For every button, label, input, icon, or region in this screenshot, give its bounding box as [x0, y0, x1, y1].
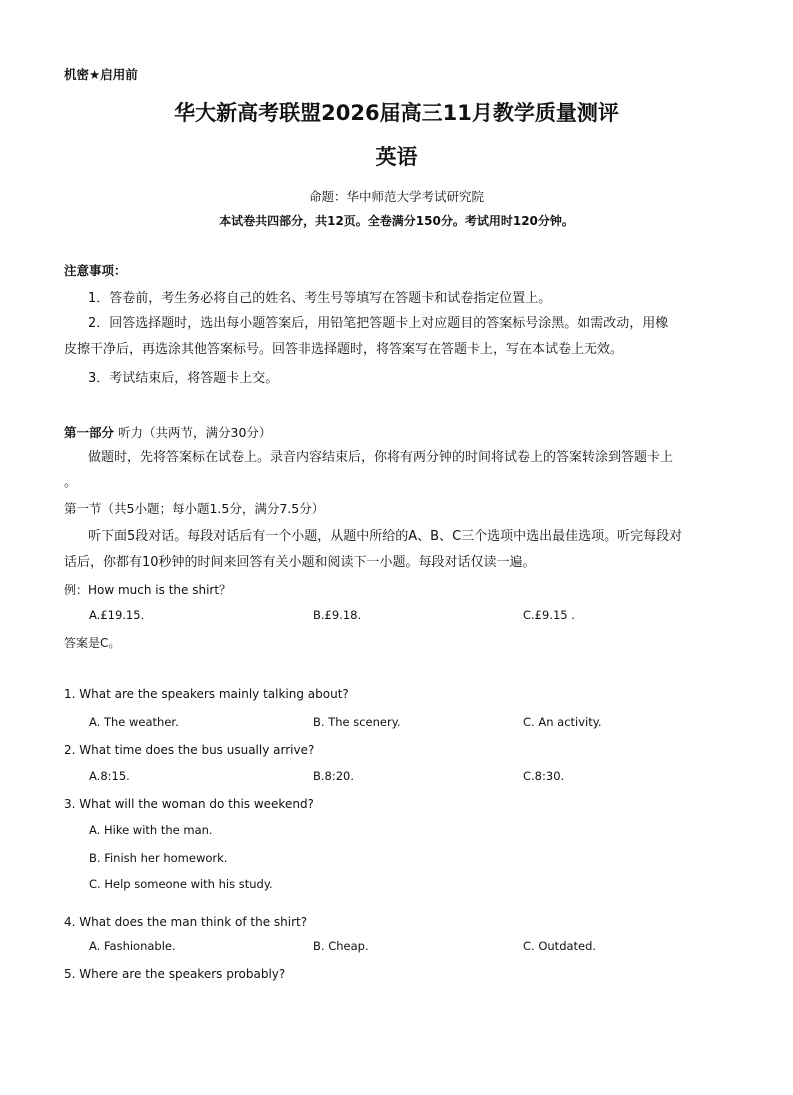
notice-item-2-line-1: 2．回答选择题时，选出每小题答案后，用铅笔把答题卡上对应题目的答案标号涂黑。如需改动，用橡: [88, 316, 669, 331]
example-option-b: B.£9.18.: [313, 608, 362, 622]
question-1-option-b: B. The scenery.: [313, 715, 401, 729]
question-1-option-a: A. The weather.: [89, 715, 179, 729]
question-2-option-a: A.8:15.: [89, 769, 130, 783]
exam-author: 命题：华中师范大学考试研究院: [308, 189, 484, 204]
section1-instruction-line-2: 话后，你都有10秒钟的时间来回答有关小题和阅读下一小题。每段对话仅读一遍。: [64, 555, 536, 570]
question-3: 3. What will the woman do this weekend?: [64, 797, 314, 811]
question-4-option-a: A. Fashionable.: [89, 939, 176, 953]
question-1-option-c: C. An activity.: [523, 715, 602, 729]
part1-heading-bold: 第一部分: [64, 425, 115, 440]
exam-info: 本试卷共四部分，共12页。全卷满分150分。考试用时120分钟。: [219, 214, 574, 228]
confidential-label: 机密★启用前: [64, 67, 138, 82]
example-question: 例：How much is the shirt？: [64, 583, 232, 597]
example-option-a: A.£19.15.: [89, 608, 145, 622]
question-2-option-c: C.8:30.: [523, 769, 565, 783]
section1-instruction-line-1: 听下面5段对话。每段对话后有一个小题，从题中所给的A、B、C三个选项中选出最佳选项。听完每段对: [88, 529, 683, 544]
notice-item-2-line-2: 皮擦干净后，再选涂其他答案标号。回答非选择题时，将答案写在答题卡上，写在本试卷上无效。: [64, 342, 624, 357]
question-4-option-b: B. Cheap.: [313, 939, 369, 953]
section1-heading: 第一节（共5小题；每小题1.5分，满分7.5分）: [64, 501, 325, 516]
question-1: 1. What are the speakers mainly talking about?: [64, 687, 349, 701]
question-3-option-b: B. Finish her homework.: [89, 851, 228, 865]
subject-title: 英语: [375, 145, 418, 169]
question-4-option-c: C. Outdated.: [523, 939, 597, 953]
notice-heading: 注意事项：: [64, 263, 127, 278]
part1-instruction-line-2: 。: [64, 475, 78, 490]
question-3-option-a: A. Hike with the man.: [89, 823, 213, 837]
question-2: 2. What time does the bus usually arrive?: [64, 743, 315, 757]
question-4: 4. What does the man think of the shirt?: [64, 915, 308, 929]
part1-instruction-line-1: 做题时，先将答案标在试卷上。录音内容结束后，你将有两分钟的时间将试卷上的答案转涂到答题卡上: [88, 450, 674, 465]
notice-item-1: 1．答卷前，考生务必将自己的姓名、考生号等填写在答题卡和试卷指定位置上。: [88, 291, 552, 306]
part1-heading: [64, 423, 271, 441]
question-5: 5. Where are the speakers probably?: [64, 967, 286, 981]
example-answer: 答案是C。: [64, 636, 121, 650]
question-3-option-c: C. Help someone with his study.: [89, 877, 273, 891]
part1-heading-rest: 听力（共两节，满分30分）: [114, 425, 272, 440]
notice-item-3: 3．考试结束后，将答题卡上交。: [88, 371, 279, 386]
example-option-c: C.£9.15 .: [523, 608, 575, 622]
question-2-option-b: B.8:20.: [313, 769, 355, 783]
exam-title: 华大新高考联盟2026届高三11月教学质量测评: [174, 101, 619, 125]
